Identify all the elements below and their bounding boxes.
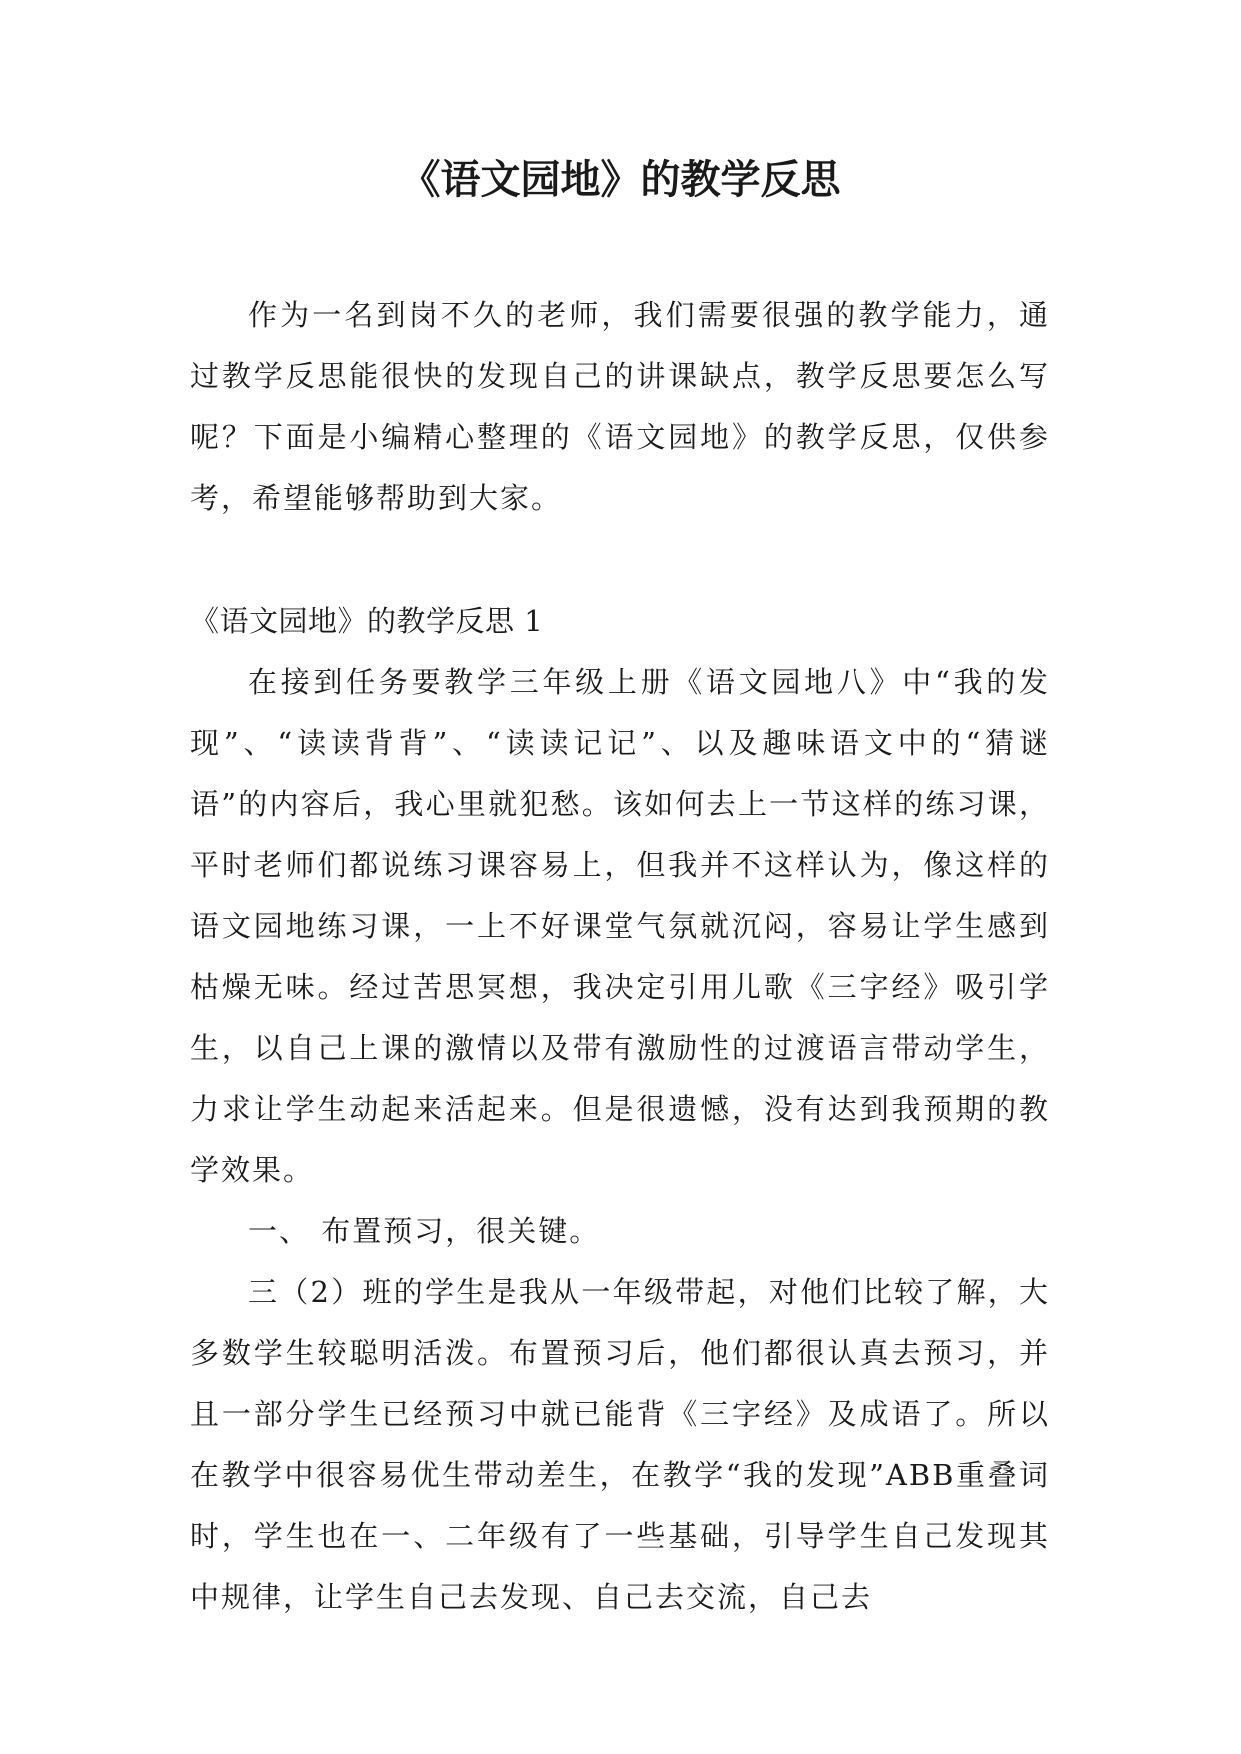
section-heading: 《语文园地》的教学反思 1 [190, 604, 544, 638]
paragraph-gap [190, 529, 1050, 591]
intro-paragraph: 作为一名到岗不久的老师，我们需要很强的教学能力，通过教学反思能很快的发现自己的讲课缺点，教学反思要怎么写呢？下面是小编精心整理的《语文园地》的教学反思，仅供参考，希望能够帮助到大家。 [190, 298, 1050, 515]
document-body [190, 285, 1050, 1628]
body-paragraph-1: 在接到任务要教学三年级上册《语文园地八》中“我的发现”、“读读背背”、“读读记记”、以及趣味语文中的“猜谜语”的内容后，我心里就犯愁。该如何去上一节这样的练习课，平时老师们都说练习课容易上，但我并不这样认为，像这样的语文园地练习课，一上不好课堂气氛就沉闷，容易让学生感到枯燥无味。经过苦思冥想，我决定引用儿歌《三字经》吸引学生，以自己上课的激情以及带有激励性的过渡语言带动学生，力求让学生动起来活起来。但是很遗憾，没有达到我预期的教学效果。 [190, 665, 1050, 1187]
body-paragraph-3: 三（2）班的学生是我从一年级带起，对他们比较了解，大多数学生较聪明活泼。布置预习后，他们都很认真去预习，并且一部分学生已经预习中就已能背《三字经》及成语了。所以在教学中很容易优生带动差生，在教学“我的发现”ABB重叠词时，学生也在一、二年级有了一些基础，引导学生自己发现其中规律，让学生自己去发现、自己去交流，自己去 [190, 1275, 1050, 1614]
page-title: 《语文园地》的教学反思 [400, 157, 841, 203]
body-paragraph-2: 一、 布置预习，很关键。 [248, 1214, 601, 1248]
